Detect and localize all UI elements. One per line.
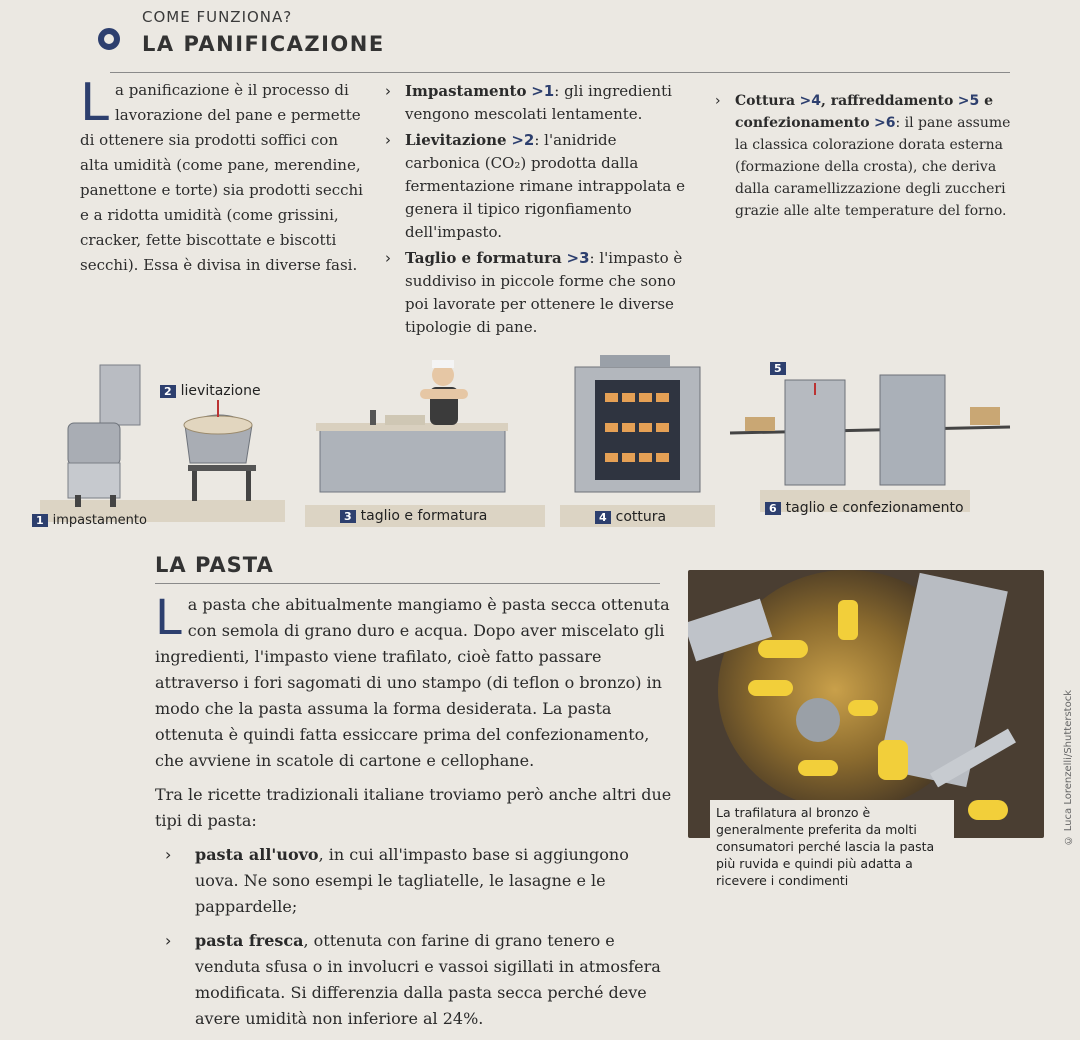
step-name: Taglio e formatura bbox=[405, 249, 562, 267]
label-text: lievitazione bbox=[180, 383, 261, 399]
label-text: taglio e confezionamento bbox=[785, 500, 964, 516]
step-number-2: >5 bbox=[957, 93, 980, 109]
step-badge: 5 bbox=[770, 362, 786, 375]
arrow-icon: › bbox=[385, 82, 391, 100]
list-item bbox=[155, 928, 675, 1032]
label-cottura bbox=[595, 509, 666, 525]
photo-caption: La trafilatura al bronzo è generalmente preferita da molti consumatori perché lascia la pasta più ruvida e quindi più adatta a ricevere i condimenti bbox=[710, 800, 954, 893]
label-impastamento bbox=[32, 513, 147, 528]
arrow-icon: › bbox=[715, 93, 721, 109]
paragraph-text: a pasta che abitualmente mangiamo è pasta secca ottenuta con semola di grano duro e acqua. Dopo aver miscelato gli ingredienti, l'impasto viene trafilato, cioè fatto passare attraverso i fori sagomati di uno stampo (di teflon o bronzo) in modo che la pasta assuma la forma desiderata. La pasta ottenuta è quindi fatta essiccare prima del confezionamento, che avviene in scatole di cartone e cellophane. bbox=[155, 595, 670, 770]
label-taglio-formatura bbox=[340, 508, 487, 524]
steps-column bbox=[385, 80, 685, 342]
page-title: LA PANIFICAZIONE bbox=[142, 32, 385, 56]
item-term: pasta fresca bbox=[195, 931, 304, 950]
step-text: : gli ingredienti vengono mescolati lentamente. bbox=[405, 82, 672, 123]
step-text: : l'impasto è suddiviso in piccole forme che sono poi lavorate per ottenere le diverse tipologie di pane. bbox=[405, 249, 683, 336]
step-number: >2 bbox=[511, 131, 535, 149]
step-badge: 4 bbox=[595, 511, 611, 524]
step-number: >4 bbox=[799, 93, 821, 109]
item-text: , ottenuta con farine di grano tenero e venduta sfusa o in involucri e vassoi sigillati in atmosfera modificata. Si differenzia dalla pasta secca perché deve avere umidità non inferiore al 24%. bbox=[195, 931, 661, 1028]
pasta-extrusion-photo bbox=[688, 570, 1044, 838]
step-text: : il pane assume la classica colorazione dorata esterna (formazione della crosta), che deriva dalla caramellizzazione degli zuccheri grazie alle alte temperature del forno. bbox=[735, 115, 1011, 219]
step-name: Impastamento bbox=[405, 82, 527, 100]
step-text: : l'anidride carbonica (CO₂) prodotta dalla fermentazione rimane intrappolata e genera il tipico rigonfiamento dell'impasto. bbox=[405, 131, 685, 241]
divider bbox=[110, 72, 1010, 73]
divider bbox=[155, 583, 660, 584]
step-number: >1 bbox=[531, 82, 555, 100]
item-term: pasta all'uovo bbox=[195, 845, 319, 864]
section-kicker: COME FUNZIONA? bbox=[142, 8, 293, 26]
dropcap: L bbox=[155, 590, 182, 646]
label-taglio-confezionamento bbox=[765, 500, 964, 516]
packaging-line-icon bbox=[730, 375, 1010, 485]
label-text: cottura bbox=[615, 509, 667, 525]
step-name-3: e confezionamento bbox=[735, 93, 994, 131]
pasta-paragraph-1 bbox=[155, 592, 675, 774]
step-number-3: >6 bbox=[873, 115, 896, 131]
step-badge: 6 bbox=[765, 502, 781, 515]
list-item bbox=[155, 842, 675, 920]
arrow-icon: › bbox=[165, 931, 172, 950]
step-item bbox=[715, 90, 1015, 222]
step-name-2: , raffreddamento bbox=[820, 93, 954, 109]
dropcap: L bbox=[80, 73, 109, 133]
step-name: Lievitazione bbox=[405, 131, 507, 149]
photo-credit: © Luca Lorenzelli/Shutterstock bbox=[1063, 690, 1074, 846]
step-number: >3 bbox=[566, 249, 590, 267]
pasta-paragraph-2: Tra le ricette tradizionali italiane troviamo però anche altri due tipi di pasta: bbox=[155, 785, 672, 830]
pasta-body bbox=[155, 592, 675, 1040]
intro-text: a panificazione è il processo di lavorazione del pane e permette di ottenere sia prodotti soffici con alta umidità (come pane, merendine, panettone e torte) sia prodotti secchi e a ridotta umidità (come grissini, cracker, fette biscottate e biscotti secchi). Essa è divisa in diverse fasi. bbox=[80, 81, 363, 274]
oven-icon bbox=[575, 355, 700, 492]
label-text: impastamento bbox=[52, 513, 147, 528]
step-item bbox=[385, 129, 685, 244]
arrow-icon: › bbox=[165, 845, 172, 864]
step-item bbox=[385, 80, 685, 126]
section-circle-icon bbox=[98, 28, 120, 50]
section-title-pasta: LA PASTA bbox=[155, 553, 274, 577]
step-item bbox=[385, 247, 685, 339]
baker-table-icon bbox=[316, 360, 508, 492]
step-name: Cottura bbox=[735, 93, 796, 109]
process-illustration bbox=[36, 345, 1020, 530]
label-step5 bbox=[770, 360, 791, 376]
arrow-icon: › bbox=[385, 249, 391, 267]
step-badge: 3 bbox=[340, 510, 356, 523]
intro-paragraph bbox=[80, 73, 365, 278]
item-text: , in cui all'impasto base si aggiungono uova. Ne sono esempi le tagliatelle, le lasagne e le pappardelle; bbox=[195, 845, 629, 916]
step-badge: 1 bbox=[32, 514, 48, 527]
arrow-icon: › bbox=[385, 131, 391, 149]
label-text: taglio e formatura bbox=[360, 508, 488, 524]
step-badge: 2 bbox=[160, 385, 176, 398]
mixer-machine-icon bbox=[68, 365, 140, 507]
proving-bowl-icon bbox=[184, 400, 256, 501]
steps-column-right bbox=[715, 90, 1015, 225]
label-lievitazione bbox=[160, 383, 261, 399]
